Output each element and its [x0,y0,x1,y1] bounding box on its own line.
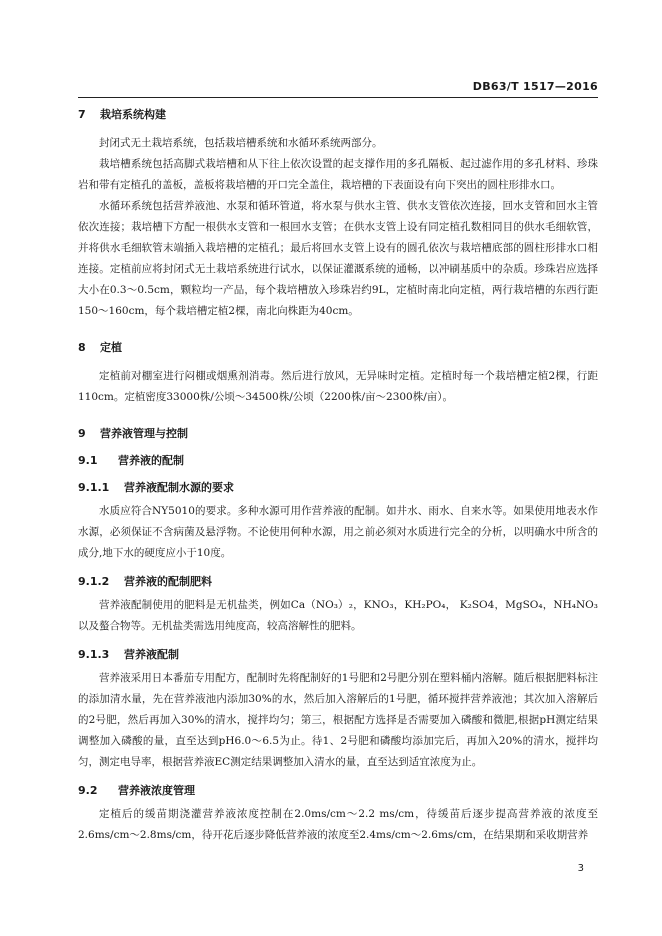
section-number: 9.1 [78,454,98,467]
section-title: 栽培系统构建 [100,108,166,121]
section-number: 9.1.1 [78,481,110,494]
paragraph: 营养液采用日本番茄专用配方，配制时先将配制好的1号肥和2号肥分别在塑料桶内溶解。随后根据肥料标注的添加清水量，先在营养液池内添加30%的水，然后加入溶解后的1号肥，循环搅拌营养液池；其次加入溶解后的2号肥，然后再加入30%的清水，搅拌均匀；第三，根据配方选择是否需要加入磷酸和微肥,根据pH测定结果调整加入磷酸的量，直至达到pH6.0～6.5为止。待1、2号肥和磷酸均添加完后，再加入20%的清水，搅拌均匀，测定电导率，根据营养液EC测定结果调整加入清水的量，直至达到适宜浓度为止。 [78,672,598,768]
section-9-2-heading [78,782,598,800]
section-9-heading [78,425,598,443]
section-title: 营养液的配制 [118,454,184,467]
section-9-1-heading [78,452,598,470]
section-9-1-3-heading [78,646,598,664]
section-number: 9.1.2 [78,575,110,588]
paragraph: 定植后的缓苗期浇灌营养液浓度控制在2.0ms/cm～2.2 ms/cm，待缓苗后逐步提高营养液的浓度至2.6ms/cm～2.8ms/cm，待开花后逐步降低营养液的浓度至2.4ms/cm～2.6ms/cm，在结果期和采收期营养 [78,808,598,841]
section-8-heading [78,339,598,357]
page-number: 3 [577,863,584,874]
section-title: 定植 [100,341,122,354]
section-number: 9.2 [78,784,98,797]
paragraph: 水循环系统包括营养液池、水泵和循环管道，将水泵与供水主管、供水支管依次连接，回水支管和回水主管依次连接；栽培槽下方配一根供水支管和一根回水支管；在供水支管上设有同定植孔数相同目的供水毛细软管，并将供水毛细软管末端插入栽培槽的定植孔；最后将回水支管上设有的圆孔依次与栽培槽底部的圆柱形排水口相连接。定植前应将封闭式无土栽培系统进行试水，以保证灌溉系统的通畅，以冲刷基质中的杂质。珍珠岩应选择大小在0.3～0.5cm，颗粒均一产品，每个栽培槽放入珍珠岩约9L，定植时南北向定植，两行栽培槽的东西行距150～160cm，每个栽培槽定植2棵，南北向株距为40cm。 [78,200,598,317]
paragraph: 封闭式无土栽培系统，包括栽培槽系统和水循环系统两部分。 [99,137,383,149]
section-number: 8 [78,341,86,354]
header-rule [78,97,598,98]
paragraph: 定植前对棚室进行闷棚或烟熏剂消毒。然后进行放风，无异味时定植。定植时每一个栽培槽定植2棵，行距110cm。定植密度33000株/公顷～34500株/公顷（2200株/亩～2300株/亩）。 [78,370,598,403]
paragraph: 水质应符合NY5010的要求。多种水源可用作营养液的配制。如井水、雨水、自来水等。如果使用地表水作水源，必须保证不含病菌及悬浮物。不论使用何种水源，用之前必须对水质进行完全的分析，以明确水中所含的成分,地下水的硬度应小于10度。 [78,505,598,559]
section-number: 9 [78,427,86,440]
section-title: 营养液配制 [124,648,179,661]
section-title: 营养液的配制肥料 [124,575,212,588]
paragraph: 栽培槽系统包括高脚式栽培槽和从下往上依次设置的起支撑作用的多孔隔板、起过滤作用的多孔材料、珍珠岩和带有定植孔的盖板，盖板将栽培槽的开口完全盖住，栽培槽的下表面设有向下突出的圆柱形排水口。 [78,158,598,191]
section-number: 7 [78,108,86,121]
section-9-1-1-heading [78,479,598,497]
section-9-1-2-heading [78,573,598,591]
standard-code: DB63/T 1517—2016 [472,80,598,93]
document-body [78,106,602,846]
section-7-heading [78,106,598,124]
section-number: 9.1.3 [78,648,110,661]
paragraph: 营养液配制使用的肥料是无机盐类，例如Ca（NO₃）₂，KNO₃，KH₂PO₄， K₂SO4，MgSO₄，NH₄NO₃ 以及螯合物等。无机盐类需选用纯度高，较高溶解性的肥料。 [78,599,602,632]
section-title: 营养液浓度管理 [118,784,195,797]
section-title: 营养液管理与控制 [100,427,188,440]
section-title: 营养液配制水源的要求 [124,481,234,494]
